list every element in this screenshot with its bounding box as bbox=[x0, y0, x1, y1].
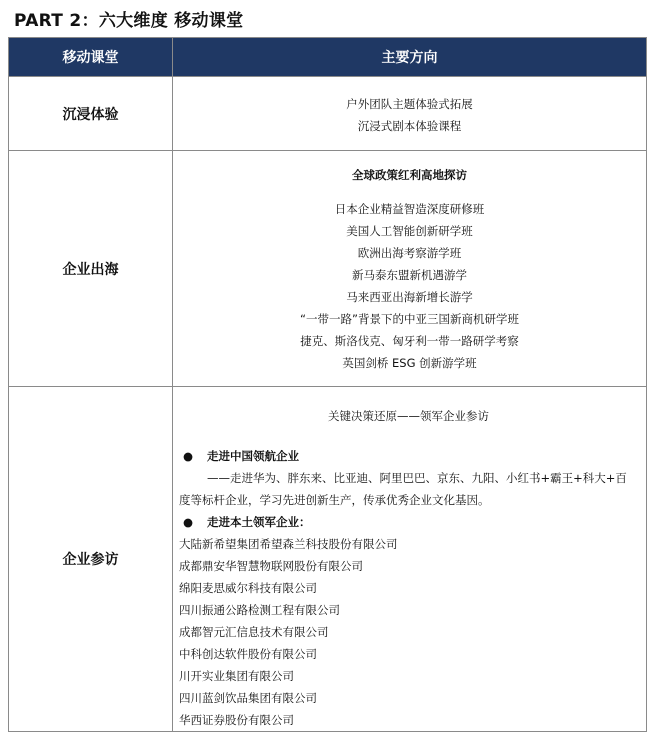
list-item: 成都鼎安华智慧物联网股份有限公司 bbox=[179, 559, 363, 573]
list-item: 四川蓝剑饮品集团有限公司 bbox=[179, 691, 317, 705]
list-item: “一带一路”背景下的中亚三国新商机研学班 bbox=[300, 311, 519, 326]
bullet-icon: ● bbox=[183, 515, 194, 529]
table-header-row bbox=[9, 38, 647, 77]
table-row-company-visits bbox=[9, 387, 647, 732]
list-item: 新马泰东盟新机遇游学 bbox=[352, 267, 467, 282]
row-content-company-visits bbox=[173, 387, 647, 732]
courses-table bbox=[8, 37, 647, 732]
list-item: 四川振通公路检测工程有限公司 bbox=[179, 603, 340, 617]
bullet-label: 走进本土领军企业： bbox=[207, 515, 311, 529]
table-row-immersive bbox=[9, 77, 647, 151]
bullet-item-leading-enterprises bbox=[179, 445, 638, 467]
row-content-immersive bbox=[173, 77, 647, 151]
list-item: 华西证券股份有限公司 bbox=[179, 713, 294, 727]
list-item: 捷克、斯洛伐克、匈牙利一带一路研学考察 bbox=[300, 333, 519, 348]
list-item: 马来西亚出海新增长游学 bbox=[346, 289, 473, 304]
list-item: 中科创达软件股份有限公司 bbox=[179, 647, 317, 661]
list-item: 日本企业精益智造深度研修班 bbox=[334, 201, 485, 216]
list-item: 欧洲出海考察游学班 bbox=[357, 245, 462, 260]
list-item: 户外团队主题体验式拓展 bbox=[346, 96, 473, 111]
list-item: 美国人工智能创新研学班 bbox=[346, 223, 473, 238]
column-header-mobile-classroom: 移动课堂 bbox=[9, 38, 173, 77]
list-item: 川开实业集团有限公司 bbox=[179, 669, 294, 683]
section-subtitle: 关键决策还原——领军企业参访 bbox=[328, 409, 489, 423]
list-item: 沉浸式剧本体验课程 bbox=[357, 118, 462, 133]
row-label-going-global: 企业出海 bbox=[9, 151, 173, 387]
page-heading: PART 2：六大维度 移动课堂 bbox=[14, 11, 244, 31]
row-label-immersive: 沉浸体验 bbox=[9, 77, 173, 151]
bullet-description: ——走进华为、胖东来、比亚迪、阿里巴巴、京东、九阳、小红书+霸王+科大+百度等标杆企业，学习先进创新生产，传承优秀企业文化基因。 bbox=[179, 471, 627, 507]
row-label-company-visits: 企业参访 bbox=[9, 387, 173, 732]
bullet-label: 走进中国领航企业 bbox=[207, 449, 299, 463]
bullet-icon: ● bbox=[183, 449, 194, 463]
list-item: 成都智元汇信息技术有限公司 bbox=[179, 625, 329, 639]
list-item: 绵阳麦思威尔科技有限公司 bbox=[179, 581, 317, 595]
table-row-going-global bbox=[9, 151, 647, 387]
section-subtitle: 全球政策红利高地探访 bbox=[352, 167, 467, 182]
list-item: 英国剑桥 ESG 创新游学班 bbox=[342, 355, 477, 370]
row-content-going-global bbox=[173, 151, 647, 387]
column-header-main-direction: 主要方向 bbox=[173, 38, 647, 77]
list-item: 大陆新希望集团希望森兰科技股份有限公司 bbox=[179, 537, 398, 551]
bullet-item-local-enterprises bbox=[179, 511, 638, 533]
